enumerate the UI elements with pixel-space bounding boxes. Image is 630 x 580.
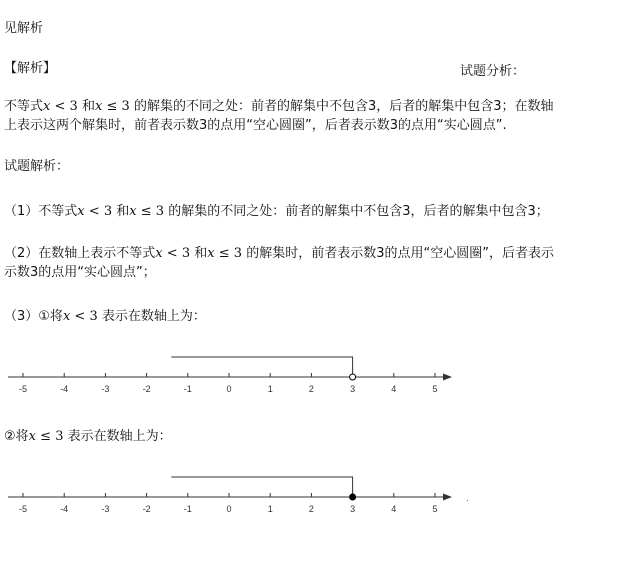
math-var: x [94, 99, 103, 114]
math-num: 3 [121, 99, 130, 114]
axis-arrow [443, 494, 452, 501]
tick-label: -3 [101, 384, 110, 394]
math-var: x [207, 246, 215, 261]
math-num: 3 [155, 204, 165, 219]
tick-label: 3 [350, 384, 356, 394]
solution-bracket [171, 357, 352, 377]
tick-label: 1 [267, 504, 273, 514]
math-rel: < [166, 246, 178, 261]
math-rel: ≤ [140, 204, 152, 219]
analysis-bracket-label: 【解析】 [4, 61, 57, 76]
text: 表示在数轴上为： [101, 309, 206, 324]
tick-label: 3 [350, 504, 356, 514]
tick-label: 5 [432, 504, 438, 514]
number-line-closed [0, 465, 630, 520]
tick-label: -3 [101, 504, 110, 514]
math-rel: < [88, 204, 100, 219]
text: （3）①将 [4, 309, 63, 324]
math-rel: ≤ [218, 246, 230, 261]
axis-arrow [443, 374, 452, 381]
tick-label: -2 [142, 504, 151, 514]
text: （2）在数轴上表示不等式 [4, 246, 156, 261]
trailing-dot: . [466, 493, 469, 503]
tick-label: 0 [226, 504, 232, 514]
math-var: x [155, 246, 163, 261]
tick-label: -5 [18, 384, 28, 394]
tick-label: -1 [183, 384, 192, 394]
text: 和 [81, 99, 95, 114]
math-rel: ≤ [106, 99, 118, 114]
math-num: 3 [55, 429, 64, 444]
math-var: x [77, 204, 85, 219]
math-num: 3 [181, 246, 191, 261]
tick-label: -4 [60, 384, 69, 394]
item-1 [4, 203, 549, 221]
text: 的解集时，前者表示数3的点用“空心圆圈”，后者表示 [246, 246, 554, 261]
see-analysis-text: 见解析 [4, 21, 44, 36]
tick-label: -5 [18, 504, 28, 514]
number-line-open [0, 345, 630, 400]
math-num: 3 [89, 309, 98, 324]
item-2-line-2: 示数3的点用“实心圆点”； [4, 265, 156, 280]
tick-label: 2 [308, 504, 314, 514]
text: 的解集的不同之处：前者的解集中不包含3，后者的解集中包含3；在数轴 [133, 99, 554, 114]
tick-label: -4 [60, 504, 69, 514]
text: 的解集的不同之处：前者的解集中不包含3，后者的解集中包含3； [168, 204, 549, 219]
text: 和 [194, 246, 208, 261]
math-num: 3 [233, 246, 243, 261]
open-circle [350, 374, 356, 380]
text: （1）不等式 [4, 204, 78, 219]
tick-label: -1 [183, 504, 192, 514]
item-4-label [4, 428, 172, 446]
test-analysis-label: 试题分析： [460, 64, 526, 79]
text: 不等式 [4, 99, 44, 114]
tick-label: 0 [226, 384, 232, 394]
math-rel: < [54, 99, 66, 114]
tick-label: 5 [432, 384, 438, 394]
tick-label: 4 [391, 504, 397, 514]
math-num: 3 [103, 204, 113, 219]
solid-point [350, 494, 356, 500]
tick-label: 4 [391, 384, 397, 394]
math-var: x [62, 309, 71, 324]
math-rel: < [74, 309, 86, 324]
text: ②将 [4, 429, 29, 444]
solution-bracket [171, 477, 352, 497]
tick-label: 2 [308, 384, 314, 394]
tick-label: 1 [267, 384, 273, 394]
solution-title: 试题解析： [4, 159, 70, 174]
item-3-label [4, 308, 206, 326]
text: 和 [116, 204, 130, 219]
paragraph-1-line-2: 上表示这两个解集时，前者表示数3的点用“空心圆圈”，后者表示数3的点用“实心圆点”. [4, 118, 507, 133]
math-var: x [28, 429, 36, 444]
tick-label: -2 [142, 384, 151, 394]
math-var: x [43, 99, 51, 114]
paragraph-1-line-1 [4, 98, 553, 116]
math-num: 3 [69, 99, 78, 114]
text: 表示在数轴上为： [67, 429, 172, 444]
math-rel: ≤ [40, 429, 52, 444]
math-var: x [129, 204, 137, 219]
item-2-line-1 [4, 245, 554, 263]
